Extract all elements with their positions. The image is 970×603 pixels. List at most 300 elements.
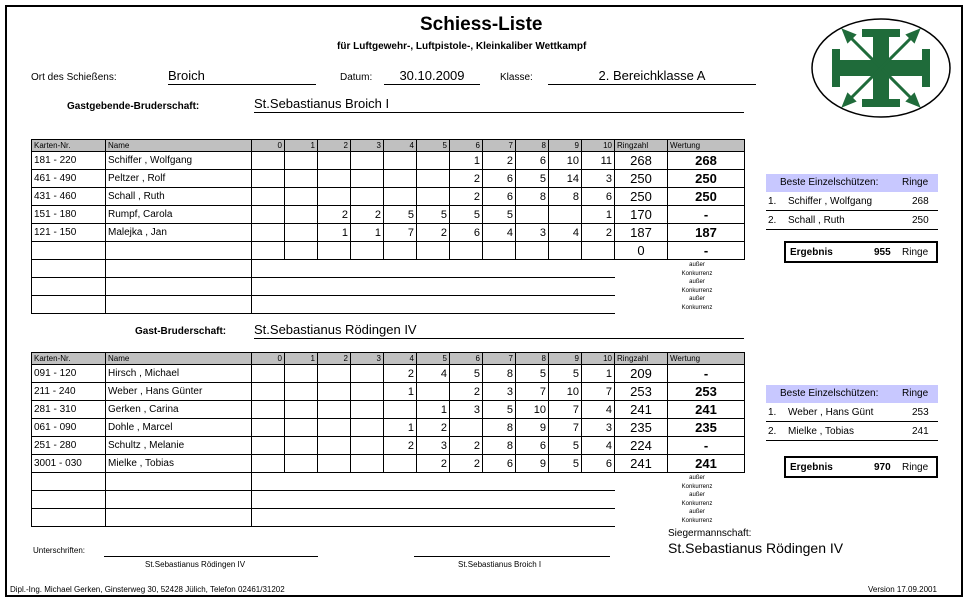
column-header: 9 [549,140,582,152]
ring-count-cell[interactable] [582,242,615,260]
guest-result-unit: Ringe [902,462,929,473]
column-header: Ringzahl [615,140,668,152]
column-header: 3 [351,140,384,152]
ring-count-cell[interactable]: 1 [450,152,483,170]
ort-field[interactable]: Broich [168,68,316,85]
empty-cell[interactable] [516,509,549,527]
shooter-name-cell[interactable]: Malejka , Jan [106,224,252,242]
ring-count-cell[interactable]: 2 [351,206,384,224]
ring-count-cell[interactable]: 6 [450,224,483,242]
empty-cell[interactable] [450,260,483,278]
ring-count-cell[interactable] [285,188,318,206]
ring-count-cell[interactable]: 5 [483,206,516,224]
best-shooter-name: Weber , Hans Günt [788,407,874,418]
best-shooter-rank: 2. [768,215,777,226]
ring-count-cell[interactable] [285,206,318,224]
ring-count-cell[interactable] [351,365,384,383]
column-header: Wertung [668,353,745,365]
empty-cell[interactable] [252,260,285,278]
guest-name-field[interactable]: St.Sebastianus Rödingen IV [254,322,744,339]
karten-nr-cell[interactable]: 091 - 120 [32,365,106,383]
ausser-konkurrenz-note: außer [689,509,705,515]
shooter-name-cell[interactable]: Peltzer , Rolf [106,170,252,188]
empty-cell[interactable] [483,491,516,509]
best-shooters-unit: Ringe [902,177,929,188]
empty-cell [615,473,668,491]
empty-cell[interactable] [417,509,450,527]
empty-cell[interactable] [417,473,450,491]
ring-count-cell[interactable] [450,242,483,260]
ringzahl-cell: 0 [615,242,668,260]
extra-row [32,278,745,296]
column-header: Wertung [668,140,745,152]
empty-cell[interactable] [318,260,351,278]
ring-count-cell[interactable]: 1 [582,365,615,383]
empty-cell[interactable] [32,260,106,278]
karten-nr-cell[interactable]: 461 - 490 [32,170,106,188]
empty-cell[interactable] [252,278,285,296]
ring-count-cell[interactable]: 4 [582,437,615,455]
empty-cell[interactable] [318,473,351,491]
extra-row [32,296,745,314]
ring-count-cell[interactable]: 6 [483,188,516,206]
shooter-name-cell[interactable]: Hirsch , Michael [106,365,252,383]
ring-count-cell[interactable]: 9 [516,419,549,437]
empty-cell[interactable] [384,509,417,527]
page-subtitle: für Luftgewehr-, Luftpistole-, Kleinkaliber Wettkampf [337,41,587,52]
ring-count-cell[interactable]: 3 [516,224,549,242]
ring-count-cell[interactable] [351,401,384,419]
ring-count-cell[interactable]: 2 [417,419,450,437]
ring-count-cell[interactable] [549,242,582,260]
ring-count-cell[interactable]: 5 [549,365,582,383]
ring-count-cell[interactable]: 8 [483,365,516,383]
karten-nr-cell[interactable]: 121 - 150 [32,224,106,242]
empty-cell[interactable] [516,491,549,509]
empty-cell[interactable] [351,278,384,296]
ringzahl-cell: 209 [615,365,668,383]
best-shooter-row [766,422,938,441]
empty-cell[interactable] [549,491,582,509]
ring-count-cell[interactable]: 1 [351,224,384,242]
ring-count-cell[interactable]: 6 [483,170,516,188]
shooter-name-cell[interactable]: Weber , Hans Günter [106,383,252,401]
empty-cell[interactable] [285,473,318,491]
empty-cell[interactable] [516,296,549,314]
shooter-name-cell[interactable] [106,242,252,260]
ring-count-cell[interactable]: 8 [483,437,516,455]
empty-cell[interactable] [318,296,351,314]
empty-cell[interactable] [318,278,351,296]
ring-count-cell[interactable]: 6 [516,437,549,455]
empty-cell[interactable] [106,473,252,491]
ring-count-cell[interactable] [285,170,318,188]
table-header-row [32,353,745,365]
best-shooter-ringe: 250 [912,215,929,226]
ring-count-cell[interactable] [252,437,285,455]
ring-count-cell[interactable] [417,170,450,188]
ring-count-cell[interactable] [384,455,417,473]
ring-count-cell[interactable]: 11 [582,152,615,170]
ring-count-cell[interactable]: 10 [549,152,582,170]
winner-label: Siegermannschaft: [668,528,752,539]
karten-nr-cell[interactable]: 281 - 310 [32,401,106,419]
ring-count-cell[interactable] [351,188,384,206]
empty-cell[interactable] [384,473,417,491]
datum-field[interactable]: 30.10.2009 [384,68,480,85]
ring-count-cell[interactable] [285,437,318,455]
ring-count-cell[interactable]: 8 [549,188,582,206]
empty-cell[interactable] [450,509,483,527]
column-header: 10 [582,353,615,365]
empty-cell[interactable] [285,278,318,296]
ring-count-cell[interactable]: 6 [516,152,549,170]
empty-cell[interactable] [32,278,106,296]
empty-cell[interactable] [351,296,384,314]
ring-count-cell[interactable]: 4 [483,224,516,242]
host-best-shooters [766,174,938,230]
shooter-name-cell[interactable]: Schultz , Melanie [106,437,252,455]
shooter-name-cell[interactable]: Mielke , Tobias [106,455,252,473]
ring-count-cell[interactable]: 7 [549,419,582,437]
ring-count-cell[interactable]: 6 [483,455,516,473]
empty-cell[interactable] [549,278,582,296]
ring-count-cell[interactable]: 3 [450,401,483,419]
ring-count-cell[interactable]: 5 [483,401,516,419]
datum-label: Datum: [340,72,373,83]
empty-cell[interactable] [549,509,582,527]
ring-count-cell[interactable] [351,170,384,188]
empty-cell[interactable] [285,509,318,527]
empty-cell[interactable] [483,509,516,527]
ring-count-cell[interactable] [351,383,384,401]
ring-count-cell[interactable] [384,401,417,419]
wertung-cell: - [668,437,745,455]
table-row [32,365,745,383]
empty-cell[interactable] [483,260,516,278]
ausser-konkurrenz-note: Konkurrenz [681,500,713,507]
ring-count-cell[interactable] [351,242,384,260]
karten-nr-cell[interactable]: 3001 - 030 [32,455,106,473]
column-header: 7 [483,353,516,365]
extra-row [32,509,745,527]
ring-count-cell[interactable]: 2 [450,188,483,206]
empty-cell[interactable] [582,491,615,509]
ring-count-cell[interactable] [417,383,450,401]
ausser-konkurrenz-note: Konkurrenz [681,270,713,277]
ring-count-cell[interactable]: 5 [516,170,549,188]
ring-count-cell[interactable] [384,188,417,206]
karten-nr-cell[interactable]: 431 - 460 [32,188,106,206]
ring-count-cell[interactable] [351,152,384,170]
ring-count-cell[interactable] [384,170,417,188]
empty-cell[interactable] [106,260,252,278]
ring-count-cell[interactable] [285,455,318,473]
ring-count-cell[interactable] [318,437,351,455]
column-header: 1 [285,140,318,152]
empty-cell[interactable] [384,260,417,278]
ring-count-cell[interactable]: 6 [582,188,615,206]
table-row [32,152,745,170]
ring-count-cell[interactable]: 1 [582,206,615,224]
karten-nr-cell[interactable]: 151 - 180 [32,206,106,224]
ring-count-cell[interactable] [318,401,351,419]
empty-cell[interactable] [351,491,384,509]
empty-cell[interactable] [450,296,483,314]
ring-count-cell[interactable] [417,242,450,260]
table-row [32,242,745,260]
empty-cell[interactable] [483,296,516,314]
ring-count-cell[interactable]: 2 [450,383,483,401]
ring-count-cell[interactable]: 3 [483,383,516,401]
ring-count-cell[interactable]: 2 [417,455,450,473]
table-row [32,437,745,455]
ring-count-cell[interactable] [516,206,549,224]
ring-count-cell[interactable] [549,206,582,224]
ring-count-cell[interactable]: 10 [516,401,549,419]
empty-cell[interactable] [582,278,615,296]
column-header: 0 [252,353,285,365]
column-header: Karten-Nr. [32,353,106,365]
column-header: 3 [351,353,384,365]
karten-nr-cell[interactable]: 211 - 240 [32,383,106,401]
best-shooter-ringe: 253 [912,407,929,418]
ring-count-cell[interactable]: 8 [483,419,516,437]
ring-count-cell[interactable]: 2 [417,224,450,242]
ring-count-cell[interactable]: 1 [384,383,417,401]
ring-count-cell[interactable]: 2 [483,152,516,170]
klasse-field[interactable]: 2. Bereichklasse A [548,68,756,85]
shooter-name-cell[interactable]: Schall , Ruth [106,188,252,206]
empty-cell[interactable] [417,491,450,509]
ring-count-cell[interactable] [285,383,318,401]
ring-count-cell[interactable]: 9 [516,455,549,473]
empty-cell[interactable] [32,473,106,491]
ring-count-cell[interactable] [252,224,285,242]
ring-count-cell[interactable] [285,365,318,383]
empty-cell[interactable] [516,473,549,491]
ring-count-cell[interactable] [252,242,285,260]
ring-count-cell[interactable] [285,242,318,260]
shooter-name-cell[interactable]: Rumpf, Carola [106,206,252,224]
empty-cell[interactable] [106,491,252,509]
empty-cell[interactable] [351,509,384,527]
ring-count-cell[interactable]: 5 [384,206,417,224]
ring-count-cell[interactable]: 7 [384,224,417,242]
ring-count-cell[interactable]: 5 [516,365,549,383]
ring-count-cell[interactable]: 3 [417,437,450,455]
ringzahl-cell: 235 [615,419,668,437]
empty-cell[interactable] [32,296,106,314]
ausser-konkurrenz-note: außer [689,262,705,268]
ring-count-cell[interactable] [318,152,351,170]
empty-cell[interactable] [285,260,318,278]
best-shooter-ringe: 268 [912,196,929,207]
empty-cell[interactable] [32,509,106,527]
best-shooters-unit: Ringe [902,388,929,399]
ring-count-cell[interactable]: 5 [417,206,450,224]
wertung-cell: 241 [668,455,745,473]
empty-cell[interactable] [106,296,252,314]
host-name-field[interactable]: St.Sebastianus Broich I [254,96,744,113]
ring-count-cell[interactable]: 2 [318,206,351,224]
ring-count-cell[interactable]: 6 [582,455,615,473]
ring-count-cell[interactable]: 14 [549,170,582,188]
ring-count-cell[interactable] [318,170,351,188]
ring-count-cell[interactable] [285,401,318,419]
ring-count-cell[interactable]: 7 [549,401,582,419]
ring-count-cell[interactable]: 2 [450,437,483,455]
empty-cell[interactable] [483,473,516,491]
empty-cell[interactable] [549,473,582,491]
ring-count-cell[interactable]: 10 [549,383,582,401]
ring-count-cell[interactable]: 3 [582,170,615,188]
ring-count-cell[interactable] [384,242,417,260]
empty-cell[interactable] [549,296,582,314]
ring-count-cell[interactable]: 3 [582,419,615,437]
ring-count-cell[interactable] [252,188,285,206]
column-header: 5 [417,140,450,152]
ring-count-cell[interactable] [318,455,351,473]
ring-count-cell[interactable] [351,455,384,473]
ring-count-cell[interactable]: 8 [516,188,549,206]
ring-count-cell[interactable] [252,401,285,419]
empty-cell[interactable] [384,278,417,296]
ort-label: Ort des Schießens: [31,72,117,83]
empty-cell[interactable] [252,491,285,509]
ring-count-cell[interactable] [450,419,483,437]
ring-count-cell[interactable] [252,455,285,473]
empty-cell[interactable] [582,296,615,314]
ring-count-cell[interactable]: 4 [417,365,450,383]
ring-count-cell[interactable]: 1 [384,419,417,437]
ring-count-cell[interactable]: 5 [549,455,582,473]
ring-count-cell[interactable] [285,419,318,437]
ringzahl-cell: 187 [615,224,668,242]
wertung-cell: 250 [668,170,745,188]
ring-count-cell[interactable] [516,242,549,260]
signature-line-left[interactable] [104,556,318,557]
ring-count-cell[interactable]: 5 [549,437,582,455]
ring-count-cell[interactable]: 4 [549,224,582,242]
ringzahl-cell: 241 [615,401,668,419]
empty-cell[interactable] [384,296,417,314]
empty-cell[interactable] [450,473,483,491]
empty-cell[interactable] [252,296,285,314]
empty-cell[interactable] [582,473,615,491]
ring-count-cell[interactable]: 2 [384,365,417,383]
empty-cell[interactable] [106,278,252,296]
ring-count-cell[interactable] [318,242,351,260]
wertung-cell: 241 [668,401,745,419]
empty-cell[interactable] [450,491,483,509]
ring-count-cell[interactable] [285,152,318,170]
empty-cell[interactable] [252,509,285,527]
ring-count-cell[interactable] [252,365,285,383]
empty-cell[interactable] [285,296,318,314]
empty-cell[interactable] [106,509,252,527]
best-shooter-name: Schiffer , Wolfgang [788,196,873,207]
empty-cell[interactable] [285,491,318,509]
empty-cell[interactable] [516,260,549,278]
wertung-cell: - [668,206,745,224]
empty-cell[interactable] [582,260,615,278]
ring-count-cell[interactable] [318,188,351,206]
empty-cell[interactable] [417,296,450,314]
empty-cell[interactable] [450,278,483,296]
ring-count-cell[interactable]: 2 [582,224,615,242]
wertung-cell: 235 [668,419,745,437]
karten-nr-cell[interactable]: 181 - 220 [32,152,106,170]
ring-count-cell[interactable] [351,419,384,437]
ring-count-cell[interactable] [252,383,285,401]
shooter-name-cell[interactable]: Schiffer , Wolfgang [106,152,252,170]
ring-count-cell[interactable] [384,152,417,170]
ring-count-cell[interactable]: 5 [450,365,483,383]
empty-cell[interactable] [384,491,417,509]
ring-count-cell[interactable] [417,152,450,170]
ring-count-cell[interactable] [351,437,384,455]
ring-count-cell[interactable] [285,224,318,242]
ring-count-cell[interactable] [417,188,450,206]
empty-cell[interactable] [417,278,450,296]
ring-count-cell[interactable]: 2 [450,170,483,188]
karten-nr-cell[interactable]: 251 - 280 [32,437,106,455]
empty-cell[interactable] [582,509,615,527]
empty-cell[interactable] [351,260,384,278]
empty-cell[interactable] [351,473,384,491]
shooter-name-cell[interactable]: Dohle , Marcel [106,419,252,437]
empty-cell[interactable] [318,491,351,509]
empty-cell[interactable] [417,260,450,278]
ausser-konkurrenz-note: außer [689,296,705,302]
ausser-konkurrenz-note: außer [689,492,705,498]
ring-count-cell[interactable] [318,383,351,401]
ring-count-cell[interactable]: 1 [318,224,351,242]
karten-nr-cell[interactable]: 061 - 090 [32,419,106,437]
ring-count-cell[interactable]: 5 [450,206,483,224]
ring-count-cell[interactable] [252,206,285,224]
guest-result-value: 970 [874,462,891,473]
empty-cell[interactable] [318,509,351,527]
karten-nr-cell[interactable] [32,242,106,260]
footer-author: Dipl.-Ing. Michael Gerken, Ginsterweg 30, 52428 Jülich, Telefon 02461/31202 [10,585,285,594]
ring-count-cell[interactable]: 7 [516,383,549,401]
best-shooter-name: Mielke , Tobias [788,426,854,437]
ring-count-cell[interactable] [318,365,351,383]
ausser-konkurrenz-note: Konkurrenz [681,517,713,524]
ring-count-cell[interactable]: 4 [582,401,615,419]
ring-count-cell[interactable]: 7 [582,383,615,401]
ring-count-cell[interactable] [252,152,285,170]
empty-cell[interactable] [549,260,582,278]
ring-count-cell[interactable]: 2 [450,455,483,473]
column-header: 1 [285,353,318,365]
host-score-table [31,139,745,314]
empty-cell[interactable] [252,473,285,491]
empty-cell[interactable] [483,278,516,296]
ring-count-cell[interactable]: 1 [417,401,450,419]
shooter-name-cell[interactable]: Gerken , Carina [106,401,252,419]
ring-count-cell[interactable] [252,170,285,188]
ring-count-cell[interactable]: 2 [384,437,417,455]
ring-count-cell[interactable] [483,242,516,260]
empty-cell[interactable] [516,278,549,296]
ring-count-cell[interactable] [318,419,351,437]
signature-line-right[interactable] [414,556,610,557]
ring-count-cell[interactable] [252,419,285,437]
empty-cell[interactable] [32,491,106,509]
